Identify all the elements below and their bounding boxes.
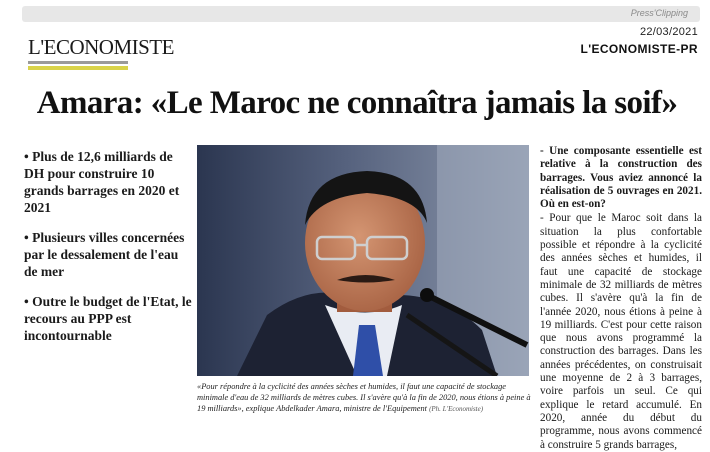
press-clipping-label: Press'Clipping [630, 8, 688, 18]
minister-photo [197, 145, 529, 376]
portrait-illustration [197, 145, 529, 376]
logo-accent-bar [28, 66, 128, 70]
publication-name: L'ECONOMISTE-PR [580, 42, 698, 56]
newspaper-logo [28, 35, 174, 74]
interview-answer: - Pour que le Maroc soit dans la situation la plus confortable possible et répondre à la cyclicité des années sèches et humides, il faut une capacité de stockage minimale de 32 milliards de mètres cubes. Il s'avère qu'à la fin de l'année 2020, nous étions à peine à 19 milliards. C'est pour cette raison que nous avons programmé la construction des barrages. Dans les années précédentes, on construisait une moyenne de 2 à 3 barrages, voire parfois un seul. Ce qui explique le retard accumulé. En 2020, année du début du programme, nous avons commencé à construire 5 grands barrages, [540, 212, 702, 451]
photo-credit: (Ph. L'Economiste) [429, 405, 484, 414]
clipping-date: 22/03/2021 [639, 26, 698, 38]
clipping-header-bar [22, 6, 700, 22]
interview-question: - Une composante essentielle est relative à la construction des barrages. Vous aviez annoncé la réalisation de 5 ouvrages en 2021. Où en est-on? [540, 145, 702, 211]
logo-wordmark: L'ECONOMISTE [28, 35, 174, 59]
caption-text: «Pour répondre à la cyclicité des années sèches et humides, il faut une capacité de stockage minimale d'eau de 32 milliards de mètres cubes. Il s'avère qu'à la fin de 2020, nous étions à peine à 19 milliards», explique Abdelkader Amara, ministre de l'Equipement [197, 382, 531, 414]
interview-column [540, 145, 702, 452]
key-point: • Plus de 12,6 milliards de DH pour construire 10 grands barrages en 2020 et 2021 [24, 149, 180, 215]
key-point: • Outre le budget de l'Etat, le recours au PPP est incontournable [24, 294, 192, 343]
key-points-list [24, 148, 192, 357]
key-point: • Plusieurs villes concernées par le dessalement de l'eau de mer [24, 230, 185, 279]
logo-tagline-strip [28, 61, 128, 64]
article-headline: Amara: «Le Maroc ne connaîtra jamais la soif» [36, 85, 678, 121]
photo-caption [197, 381, 531, 416]
